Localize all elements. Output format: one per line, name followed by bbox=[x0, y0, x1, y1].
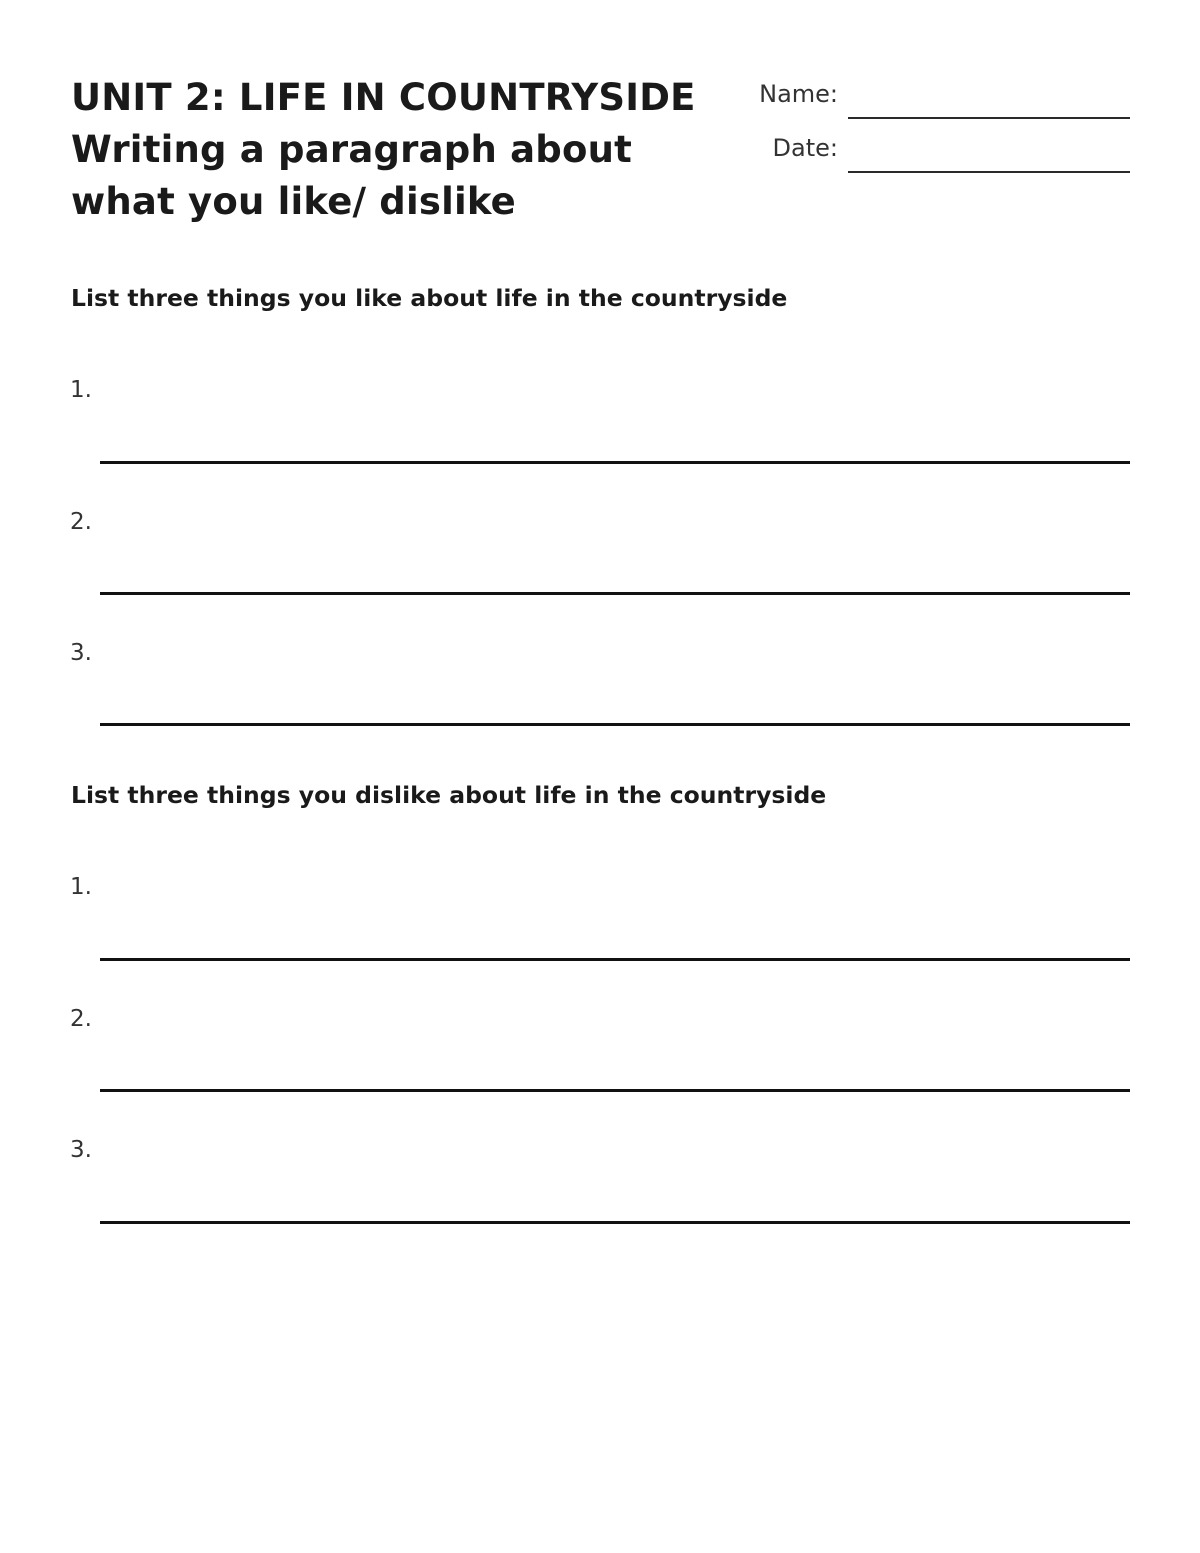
dislikes-heading: List three things you dislike about life in the countryside bbox=[71, 781, 827, 809]
dislikes-answer-line[interactable] bbox=[100, 958, 1130, 961]
title-line-subtopic: what you like/ dislike bbox=[71, 180, 516, 223]
likes-item-number: 2. bbox=[70, 509, 92, 535]
likes-answer-line[interactable] bbox=[100, 461, 1130, 464]
likes-heading: List three things you like about life in the countryside bbox=[71, 284, 788, 312]
name-label: Name: bbox=[759, 80, 838, 108]
name-field bbox=[700, 76, 1130, 116]
date-field bbox=[700, 130, 1130, 170]
date-blank-line[interactable] bbox=[848, 171, 1130, 173]
worksheet-title bbox=[71, 72, 711, 228]
likes-item-number: 1. bbox=[70, 377, 92, 403]
name-blank-line[interactable] bbox=[848, 117, 1130, 119]
likes-answer-line[interactable] bbox=[100, 592, 1130, 595]
dislikes-answer-line[interactable] bbox=[100, 1089, 1130, 1092]
dislikes-item-number: 3. bbox=[70, 1137, 92, 1163]
title-line-topic: Writing a paragraph about bbox=[71, 128, 632, 171]
likes-item-number: 3. bbox=[70, 640, 92, 666]
dislikes-answer-line[interactable] bbox=[100, 1221, 1130, 1224]
date-label: Date: bbox=[772, 134, 838, 162]
title-line-unit: UNIT 2: LIFE IN COUNTRYSIDE bbox=[71, 76, 696, 119]
dislikes-item-number: 2. bbox=[70, 1006, 92, 1032]
likes-answer-line[interactable] bbox=[100, 723, 1130, 726]
dislikes-item-number: 1. bbox=[70, 874, 92, 900]
